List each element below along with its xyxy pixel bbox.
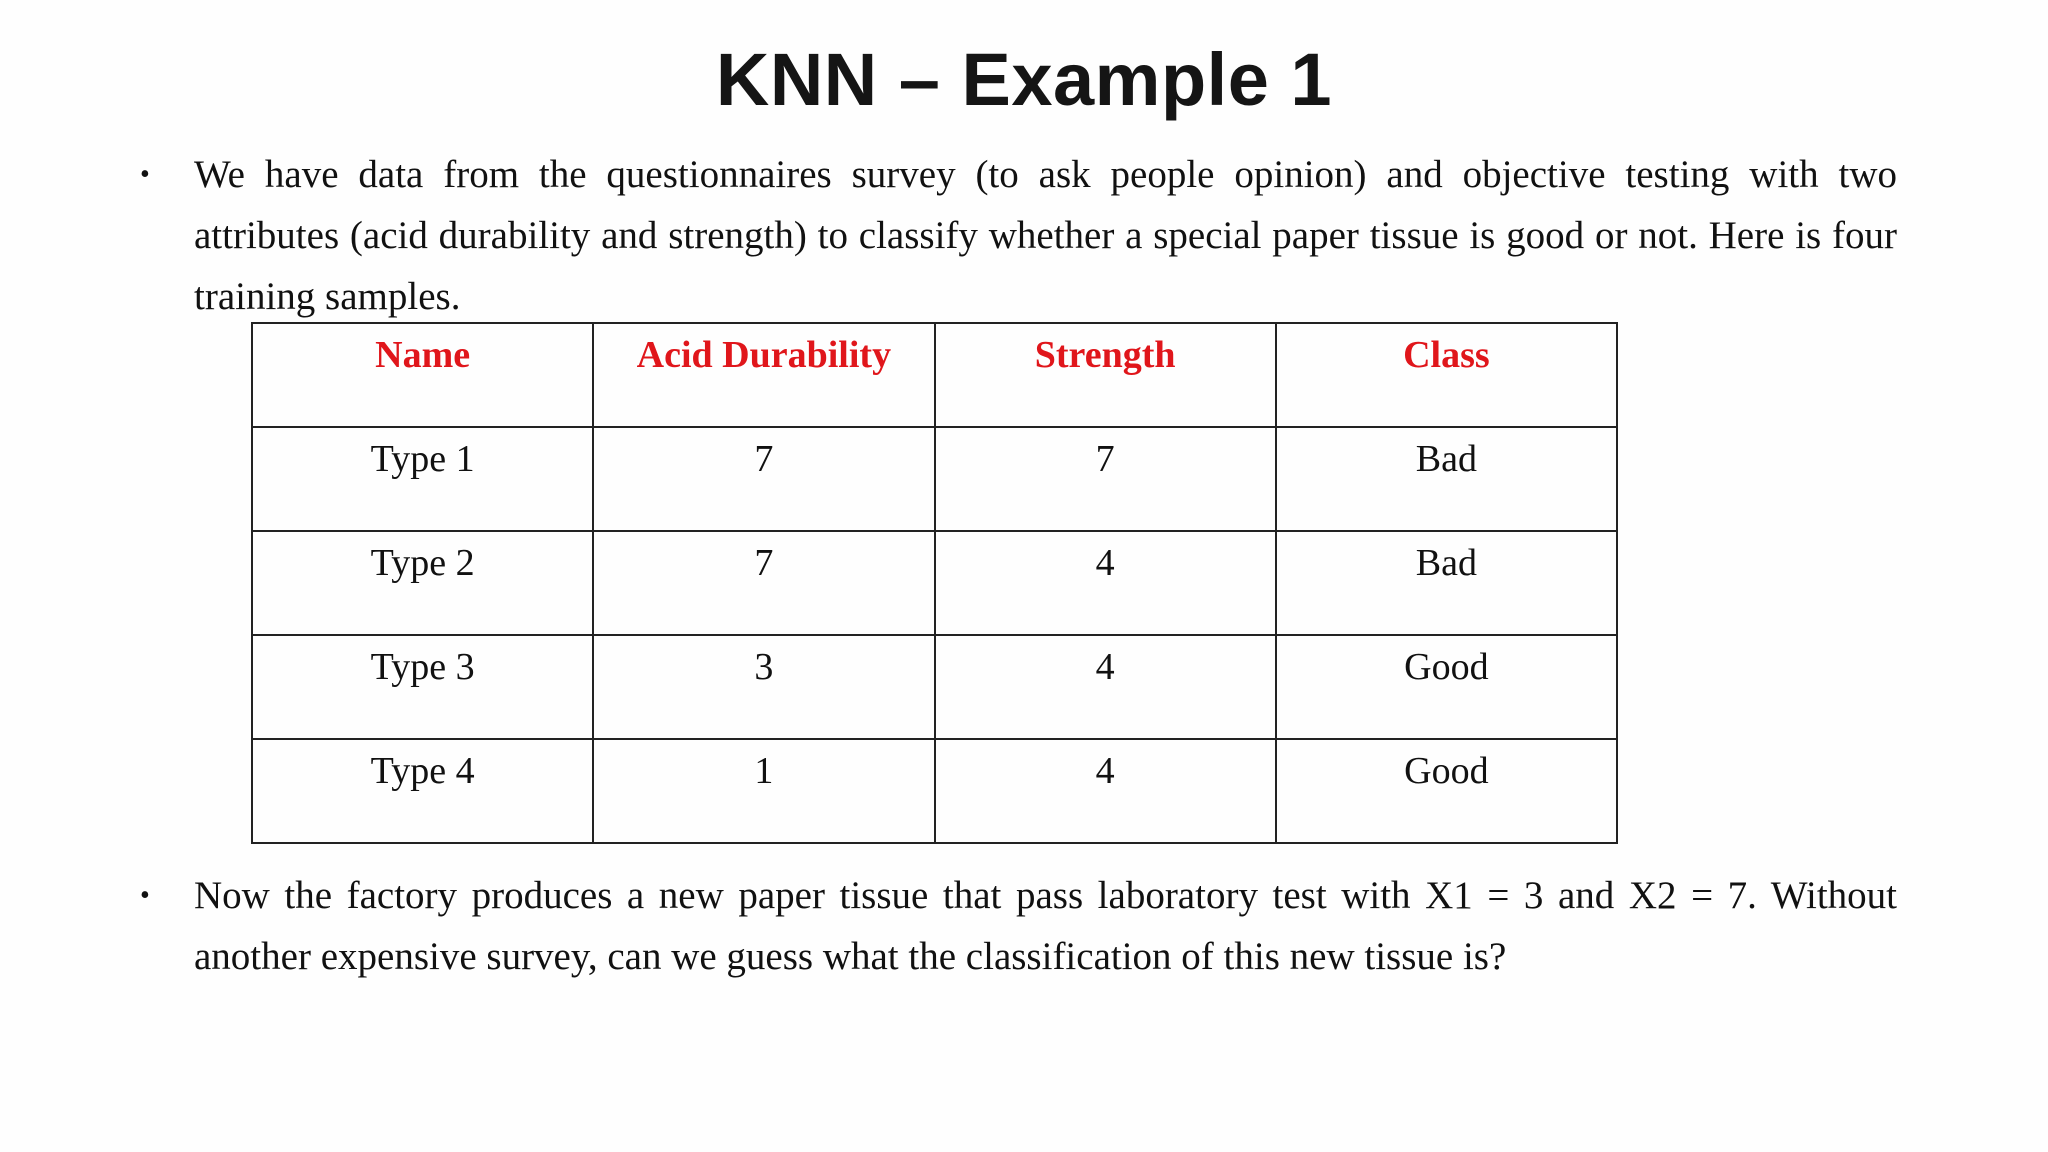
cell-name: Type 1 bbox=[252, 427, 593, 531]
table-row bbox=[252, 531, 1617, 635]
cell-acid-durability: 3 bbox=[593, 635, 934, 739]
bullet-text: Now the factory produces a new paper tissue that pass laboratory test with X1 = 3 and X2 = 7. Without another expensive survey, can we guess what the classification of this new tissue is? bbox=[194, 874, 1897, 978]
cell-name: Type 3 bbox=[252, 635, 593, 739]
bullet-item-question bbox=[140, 865, 1897, 987]
table-row bbox=[252, 739, 1617, 843]
cell-acid-durability: 1 bbox=[593, 739, 934, 843]
cell-strength: 4 bbox=[935, 739, 1276, 843]
table-row bbox=[252, 635, 1617, 739]
slide-title: KNN – Example 1 bbox=[715, 38, 1333, 121]
header-name: Name bbox=[252, 323, 593, 427]
header-acid-durability: Acid Durability bbox=[593, 323, 934, 427]
cell-strength: 4 bbox=[935, 635, 1276, 739]
header-class: Class bbox=[1276, 323, 1617, 427]
training-samples-table bbox=[251, 322, 1618, 844]
cell-class: Bad bbox=[1276, 531, 1617, 635]
bullet-icon: • bbox=[140, 159, 150, 190]
cell-acid-durability: 7 bbox=[593, 427, 934, 531]
bullet-icon: • bbox=[140, 880, 150, 911]
table-header-row bbox=[252, 323, 1617, 427]
cell-name: Type 4 bbox=[252, 739, 593, 843]
bullet-item-intro bbox=[140, 144, 1897, 327]
cell-class: Good bbox=[1276, 635, 1617, 739]
cell-strength: 7 bbox=[935, 427, 1276, 531]
table-row bbox=[252, 427, 1617, 531]
header-strength: Strength bbox=[935, 323, 1276, 427]
bullet-text: We have data from the questionnaires survey (to ask people opinion) and objective testing with two attributes (acid durability and strength) to classify whether a special paper tissue is good or not. Here is four training samples. bbox=[194, 153, 1897, 318]
cell-strength: 4 bbox=[935, 531, 1276, 635]
cell-class: Good bbox=[1276, 739, 1617, 843]
cell-acid-durability: 7 bbox=[593, 531, 934, 635]
cell-name: Type 2 bbox=[252, 531, 593, 635]
cell-class: Bad bbox=[1276, 427, 1617, 531]
